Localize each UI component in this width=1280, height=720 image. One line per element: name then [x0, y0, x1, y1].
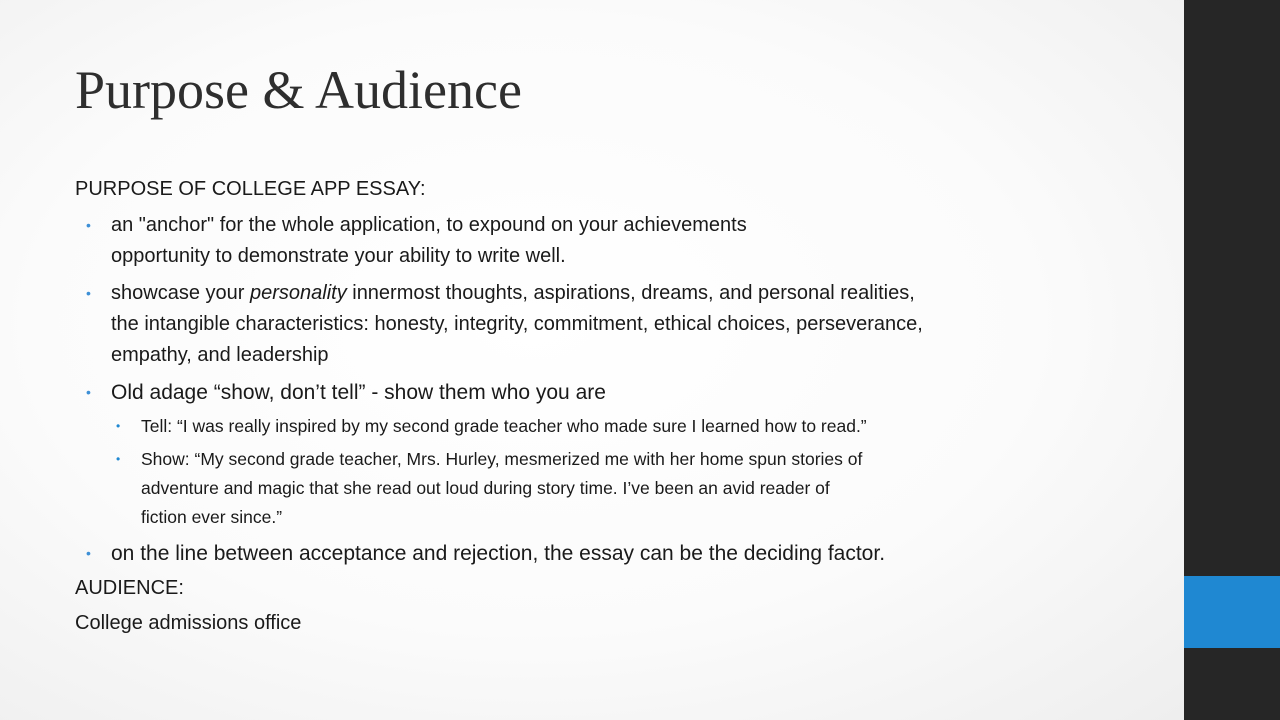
bullet-dot-icon: • [86, 285, 91, 301]
bullet-item [75, 210, 1145, 272]
sub-bullet-item [75, 412, 1145, 441]
sub-bullet-line: adventure and magic that she read out loud during story time. I’ve been an avid reader of [141, 478, 830, 498]
sidebar-panel [1184, 0, 1280, 720]
sidebar-accent-block [1184, 576, 1280, 648]
bullet-line: an "anchor" for the whole application, to expound on your achievements [111, 214, 747, 236]
audience-heading: AUDIENCE: [75, 577, 184, 599]
bullet-line: opportunity to demonstrate your ability to write well. [111, 245, 566, 267]
sub-bullet-line: Tell: “I was really inspired by my second grade teacher who made sure I learned how to read.” [141, 416, 867, 436]
sub-bullet-line: fiction ever since.” [141, 507, 283, 527]
bullet-dot-icon: • [86, 545, 91, 561]
bullet-line: empathy, and leadership [111, 344, 329, 366]
bullet-item [75, 278, 1145, 371]
sub-bullet-dot-icon: • [116, 452, 121, 466]
audience-text: College admissions office [75, 612, 302, 634]
bullet-dot-icon: • [86, 384, 91, 400]
bullet-line [111, 278, 1145, 309]
bullet-line: on the line between acceptance and rejection, the essay can be the deciding factor. [111, 542, 886, 565]
bullet-text: showcase your [111, 282, 250, 304]
sub-bullet-item [75, 445, 1145, 532]
bullet-text: innermost thoughts, aspirations, dreams, and personal realities, [346, 282, 915, 304]
purpose-heading: PURPOSE OF COLLEGE APP ESSAY: [75, 178, 426, 200]
sub-bullet-dot-icon: • [116, 419, 121, 433]
bullet-item [75, 377, 1145, 408]
slide-body [75, 174, 1145, 639]
bullet-line: Old adage “show, don’t tell” - show them who you are [111, 381, 606, 404]
bullet-item [75, 538, 1145, 569]
slide-title: Purpose & Audience [75, 60, 522, 120]
bullet-dot-icon: • [86, 217, 91, 233]
bullet-line: the intangible characteristics: honesty, integrity, commitment, ethical choices, perseverance, [111, 313, 923, 335]
emphasis-text: personality [249, 282, 347, 304]
sub-bullet-line: Show: “My second grade teacher, Mrs. Hurley, mesmerized me with her home spun stories of [141, 449, 863, 469]
